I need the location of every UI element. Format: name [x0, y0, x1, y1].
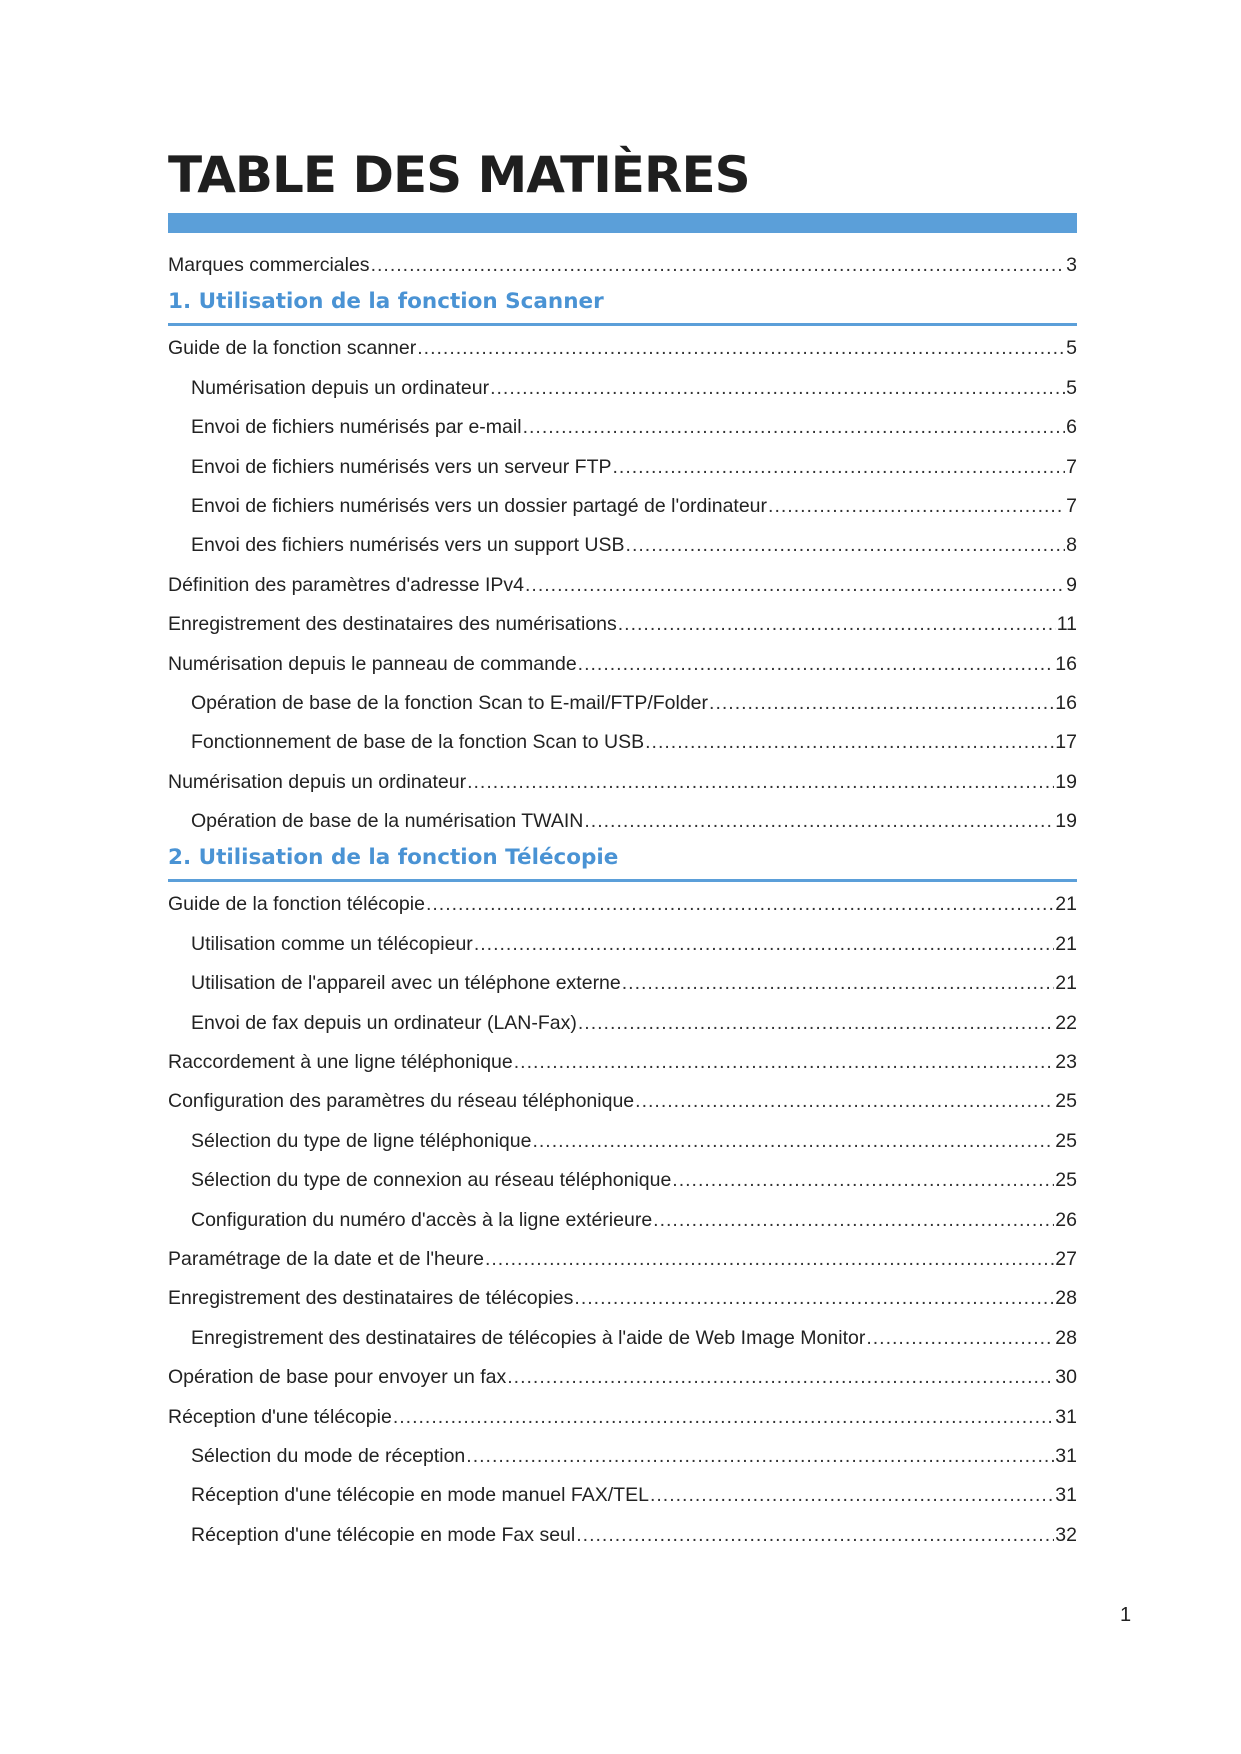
toc-entry[interactable] [168, 246, 1077, 285]
chapter-rule [168, 879, 1077, 882]
toc-entry-label: Guide de la fonction scanner [168, 337, 417, 360]
toc-entry-label: Numérisation depuis le panneau de commande [168, 652, 577, 675]
dot-leader [467, 763, 1054, 802]
dot-leader [393, 1398, 1054, 1437]
toc-entry-page: 23 [1055, 1051, 1077, 1074]
toc-entry-page: 19 [1055, 810, 1077, 833]
toc-entry-page: 3 [1066, 254, 1077, 276]
toc-entry-label: Numérisation depuis un ordinateur [168, 770, 467, 793]
toc-entry-label: Envoi de fichiers numérisés vers un dossier partagé de l'ordinateur [191, 494, 768, 517]
toc-entry[interactable] [168, 1082, 1077, 1121]
toc-entry-label: Opération de base de la fonction Scan to E-mail/FTP/Folder [191, 691, 709, 714]
toc-entry-label: Opération de base de la numérisation TWAIN [191, 810, 584, 833]
toc-entry[interactable] [168, 329, 1077, 368]
toc-entry-page: 7 [1066, 455, 1077, 478]
dot-leader [578, 645, 1055, 684]
dot-leader [490, 369, 1065, 408]
dot-leader [768, 487, 1065, 526]
toc-entry-label: Configuration du numéro d'accès à la ligne extérieure [191, 1208, 653, 1231]
dot-leader [426, 885, 1054, 924]
toc-entry-label: Réception d'une télécopie en mode manuel FAX/TEL [191, 1484, 649, 1507]
toc-entry-label: Enregistrement des destinataires de télécopies à l'aide de Web Image Monitor [191, 1326, 866, 1349]
toc-entry-page: 5 [1066, 376, 1077, 399]
dot-leader [532, 1122, 1054, 1161]
toc-entry-page: 16 [1055, 691, 1077, 714]
dot-leader [474, 925, 1054, 964]
toc-entry[interactable] [168, 1161, 1077, 1200]
toc-entry[interactable] [168, 763, 1077, 802]
toc-entry[interactable] [168, 1279, 1077, 1318]
dot-leader [584, 802, 1054, 841]
toc-entry-page: 5 [1066, 337, 1077, 360]
toc-entry-page: 25 [1055, 1090, 1077, 1113]
toc-entry[interactable] [168, 408, 1077, 447]
toc-entry[interactable] [168, 448, 1077, 487]
toc-entry-label: Sélection du type de connexion au réseau téléphonique [191, 1169, 672, 1192]
dot-leader [635, 1082, 1054, 1121]
toc-entry[interactable] [168, 1476, 1077, 1515]
toc-entry-page: 8 [1066, 534, 1077, 557]
toc-entry-label: Utilisation comme un télécopieur [191, 932, 473, 955]
dot-leader [645, 723, 1054, 762]
toc-entry-page: 31 [1055, 1405, 1077, 1428]
toc-entry[interactable] [168, 1122, 1077, 1161]
toc-entry-label: Définition des paramètres d'adresse IPv4 [168, 573, 524, 596]
toc-entry[interactable] [168, 566, 1077, 605]
toc-entry[interactable] [168, 885, 1077, 924]
dot-leader [626, 526, 1066, 565]
toc-entry[interactable] [168, 925, 1077, 964]
toc-entry-label: Envoi de fichiers numérisés par e-mail [191, 416, 522, 439]
dot-leader [576, 1516, 1054, 1555]
dot-leader [650, 1476, 1054, 1515]
toc-entry-label: Fonctionnement de base de la fonction Scan to USB [191, 731, 645, 754]
toc-entry-page: 9 [1066, 573, 1077, 596]
chapter-heading-label: 1. Utilisation de la fonction Scanner [168, 289, 604, 315]
toc-entry-page: 19 [1055, 770, 1077, 793]
toc-entry-label: Utilisation de l'appareil avec un téléphone externe [191, 972, 621, 995]
toc-entry-label: Configuration des paramètres du réseau téléphonique [168, 1090, 635, 1113]
page-number: 1 [1120, 1604, 1132, 1626]
dot-leader [622, 964, 1055, 1003]
toc-entry-label: Marques commerciales [168, 254, 370, 276]
toc-entry-page: 7 [1066, 494, 1077, 517]
toc-entry[interactable] [168, 487, 1077, 526]
dot-leader [618, 605, 1056, 644]
chapter-rule [168, 323, 1077, 326]
toc-entry-page: 25 [1055, 1129, 1077, 1152]
toc-entry-page: 21 [1055, 932, 1077, 955]
dot-leader [485, 1240, 1054, 1279]
toc-entry-page: 11 [1056, 613, 1077, 636]
toc-entry[interactable] [168, 1201, 1077, 1240]
toc-entry[interactable] [168, 645, 1077, 684]
toc-entry-page: 28 [1055, 1326, 1077, 1349]
dot-leader [653, 1201, 1054, 1240]
toc-entry-page: 28 [1055, 1287, 1077, 1310]
dot-leader [578, 1004, 1054, 1043]
toc-entry[interactable] [168, 526, 1077, 565]
toc-entry-page: 30 [1055, 1366, 1077, 1389]
toc-entry[interactable] [168, 723, 1077, 762]
toc-entry-page: 32 [1055, 1523, 1077, 1546]
toc-entry-page: 22 [1055, 1011, 1077, 1034]
toc-entry-page: 21 [1055, 972, 1077, 995]
toc-entry-page: 6 [1066, 416, 1077, 439]
toc-entry[interactable] [168, 1004, 1077, 1043]
toc-entry-label: Envoi des fichiers numérisés vers un support USB [191, 534, 625, 557]
toc-entry[interactable] [168, 369, 1077, 408]
toc-entry-label: Enregistrement des destinataires des numérisations [168, 613, 617, 636]
toc-entry-label: Numérisation depuis un ordinateur [191, 376, 490, 399]
toc-entry[interactable] [168, 964, 1077, 1003]
toc-entry[interactable] [168, 605, 1077, 644]
toc-entry-page: 16 [1055, 652, 1077, 675]
chapter-heading[interactable] [168, 841, 1077, 885]
chapter-heading-label: 2. Utilisation de la fonction Télécopie [168, 845, 619, 871]
toc-entry-page: 26 [1055, 1208, 1077, 1231]
dot-leader [466, 1437, 1054, 1476]
dot-leader [507, 1358, 1054, 1397]
toc-entry[interactable] [168, 1437, 1077, 1476]
toc-entry[interactable] [168, 1398, 1077, 1437]
toc-entry[interactable] [168, 1358, 1077, 1397]
toc-entry-label: Paramétrage de la date et de l'heure [168, 1247, 484, 1270]
toc-entry[interactable] [168, 1043, 1077, 1082]
toc-entry[interactable] [168, 684, 1077, 723]
toc-entry[interactable] [168, 1516, 1077, 1555]
dot-leader [525, 566, 1065, 605]
dot-leader [672, 1161, 1054, 1200]
dot-leader [613, 448, 1066, 487]
table-of-contents [168, 246, 1077, 1555]
toc-entry-label: Envoi de fax depuis un ordinateur (LAN-Fax) [191, 1011, 577, 1034]
toc-entry-page: 27 [1055, 1247, 1077, 1270]
toc-entry-label: Réception d'une télécopie [168, 1405, 392, 1428]
chapter-heading[interactable] [168, 285, 1077, 329]
toc-entry-label: Sélection du mode de réception [191, 1444, 466, 1467]
toc-entry-page: 31 [1055, 1484, 1077, 1507]
toc-entry-label: Sélection du type de ligne téléphonique [191, 1129, 532, 1152]
toc-entry-page: 21 [1055, 893, 1077, 916]
dot-leader [866, 1319, 1054, 1358]
dot-leader [574, 1279, 1054, 1318]
dot-leader [523, 408, 1066, 447]
dot-leader [514, 1043, 1055, 1082]
dot-leader [417, 329, 1065, 368]
toc-entry-page: 31 [1055, 1444, 1077, 1467]
toc-entry-page: 25 [1055, 1169, 1077, 1192]
dot-leader [371, 246, 1066, 285]
title-underline-bar [168, 213, 1077, 233]
toc-entry-page: 17 [1055, 731, 1077, 754]
toc-entry-label: Enregistrement des destinataires de télécopies [168, 1287, 574, 1310]
toc-entry-label: Raccordement à une ligne téléphonique [168, 1051, 513, 1074]
toc-entry-label: Réception d'une télécopie en mode Fax seul [191, 1523, 576, 1546]
toc-entry[interactable] [168, 1319, 1077, 1358]
toc-entry-label: Guide de la fonction télécopie [168, 893, 425, 916]
toc-entry[interactable] [168, 802, 1077, 841]
toc-entry-label: Opération de base pour envoyer un fax [168, 1366, 507, 1389]
page-title: TABLE DES MATIÈRES [168, 146, 750, 204]
dot-leader [709, 684, 1054, 723]
toc-entry-label: Envoi de fichiers numérisés vers un serveur FTP [191, 455, 612, 478]
toc-entry[interactable] [168, 1240, 1077, 1279]
